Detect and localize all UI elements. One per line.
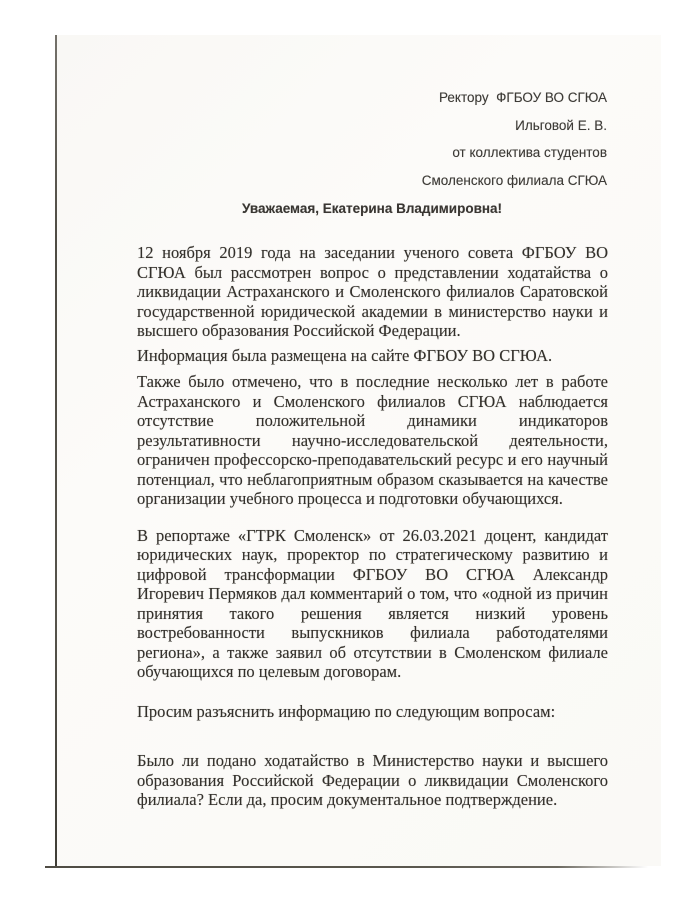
scan-left-edge-line (55, 35, 57, 868)
salutation: Уважаемая, Екатерина Владимировна! (241, 201, 503, 216)
recipient-block (137, 84, 607, 194)
paragraph-website-notice: Информация была размещена на сайте ФГБОУ ВО СГЮА. (137, 345, 553, 365)
paragraph-council-decision: 12 ноября 2019 года на заседании ученого совета ФГБОУ ВО СГЮА был рассмотрен вопрос о представлении ходатайства о ликвидации Астраханского и Смоленского филиалов Саратовской государственной юридической академии в министерство науки и высшего образования Российской Федерации. (137, 243, 608, 340)
scan-bottom-edge-line (45, 866, 648, 868)
paragraph-request-intro: Просим разъяснить информацию по следующим вопросам: (137, 701, 556, 721)
paragraph-gtrk-report: В репортаже «ГТРК Смоленск» от 26.03.2021 доцент, кандидат юридических наук, проректор по стратегическому развитию и цифровой трансформации ФГБОУ ВО СГЮА Александр Игоревич Пермяков дал комментарий о том, что «одной из причин принятия такого решения является низкий уровень востребованности выпускников филиала работодателями региона», а также заявил об отсутствии в Смоленском филиале обучающихся по целевым договорам. (137, 525, 608, 681)
recipient-line-from: от коллектива студентов (452, 145, 607, 160)
recipient-line-name: Ильговой Е. В. (515, 117, 607, 133)
letter-body (137, 243, 608, 810)
recipient-line-branch: Смоленского филиала СГЮА (421, 172, 607, 188)
paragraph-performance-criteria: Также было отмечено, что в последние несколько лет в работе Астраханского и Смоленского филиалов СГЮА наблюдается отсутствие положительной динамики индикаторов результативности научно-исследовательской деятельности, ограничен профессорско-преподавательский ресурс и его научный потенциал, что неблагоприятным образом сказывается на качестве организации учебного процесса и подготовки обучающихся. (137, 372, 608, 508)
paragraph-question-petition: Было ли подано ходатайство в Министерство науки и высшего образования Российской Федерации о ликвидации Смоленского филиала? Если да, просим документальное подтверждение. (137, 751, 608, 809)
recipient-line-rector: Ректору ФГБОУ ВО СГЮА (439, 90, 607, 105)
